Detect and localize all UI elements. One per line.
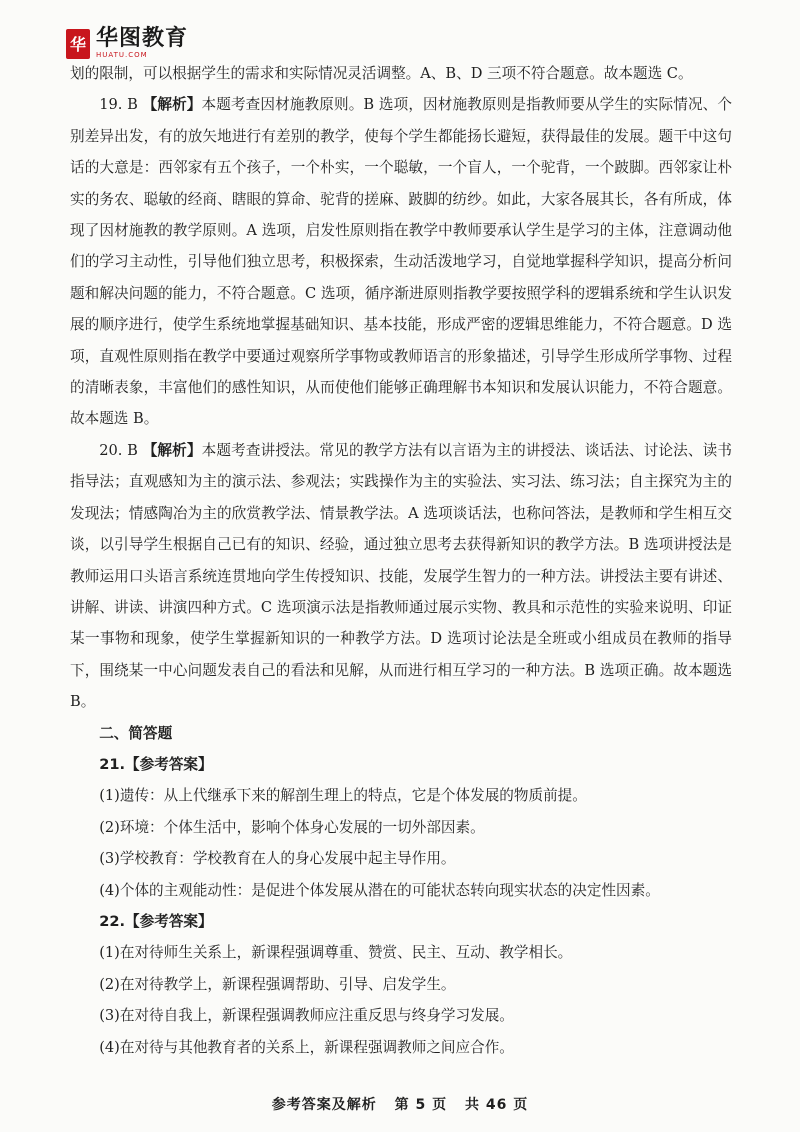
q21-heading: 21.【参考答案】 bbox=[99, 755, 213, 773]
q22-item-2: (2)在对待教学上，新课程强调帮助、引导、启发学生。 bbox=[99, 975, 456, 993]
logo-url: HUATU.COM bbox=[96, 51, 148, 59]
q21-item-1: (1)遗传：从上代继承下来的解剖生理上的特点，它是个体发展的物质前提。 bbox=[99, 787, 587, 805]
q19-body: 本题考查因材施教原则。B 选项，因材施教原则是指教师要从学生的实际情况、个别差异出发，有的放矢地进行有差别的教学，使每个学生都能扬长避短，获得最佳的发展。题干中这句话的大意是：西邻家有五个孩子，一个朴实，一个聪敏，一个盲人，一个驼背，一个跛脚。西邻家让朴实的务农、聪敏的经商、瞎眼的算命、驼背的搓麻、跛脚的纺纱。如此，大家各展其长，各有所成，体现了因材施教的教学原则。A 选项，启发性原则指在教学中教师要承认学生是学习的主体，注意调动他们的学习主动性，引导他们独立思考，积极探索，生动活泼地学习，自觉地掌握科学知识，提高分析问题和解决问题的能力，不符合题意。C 选项，循序渐进原则指教学要按照学科的逻辑系统和学生认识发展的顺序进行，使学生系统地掌握基础知识、基本技能，形成严密的逻辑思维能力，不符合题意。D 选项，直观性原则指在教学中要通过观察所学事物或教师语言的形象描述，引导学生形成所学事物、过程的清晰表象，丰富他们的感性知识，从而使他们能够正确理解书本知识和发展认识能力，不符合题意。故本题选 B。 bbox=[70, 96, 732, 428]
footer-total: 共 46 页 bbox=[465, 1097, 529, 1113]
footer-page: 第 5 页 bbox=[394, 1097, 448, 1113]
q22-item-3: (3)在对待自我上，新课程强调教师应注重反思与终身学习发展。 bbox=[99, 1007, 514, 1025]
q21-item-4: (4)个体的主观能动性：是促进个体发展从潜在的可能状态转向现实状态的决定性因素。 bbox=[99, 881, 660, 899]
q22-item-4: (4)在对待与其他教育者的关系上，新课程强调教师之间应合作。 bbox=[99, 1038, 514, 1056]
q21-item-3: (3)学校教育：学校教育在人的身心发展中起主导作用。 bbox=[99, 850, 456, 868]
q19-number: 19. B bbox=[99, 96, 138, 114]
q20-explanation bbox=[70, 435, 732, 718]
q19-explanation bbox=[70, 89, 732, 434]
q22-heading: 22.【参考答案】 bbox=[99, 912, 213, 930]
answer-content bbox=[70, 58, 732, 1063]
q20-tag: 【解析】 bbox=[142, 441, 202, 459]
brand-logo bbox=[66, 28, 188, 59]
q22-item-1: (1)在对待师生关系上，新课程强调尊重、赞赏、民主、互动、教学相长。 bbox=[99, 944, 573, 962]
q21-item-2: (2)环境：个体生活中，影响个体身心发展的一切外部因素。 bbox=[99, 818, 485, 836]
footer-label: 参考答案及解析 bbox=[271, 1097, 377, 1113]
logo-name: 华图教育 bbox=[96, 26, 189, 51]
logo-mark-icon: 华 bbox=[66, 29, 90, 59]
continuation-paragraph: 划的限制，可以根据学生的需求和实际情况灵活调整。A、B、D 三项不符合题意。故本题选 C。 bbox=[70, 65, 693, 82]
q20-number: 20. B bbox=[99, 441, 138, 459]
page-footer bbox=[0, 1094, 800, 1114]
q19-tag: 【解析】 bbox=[142, 96, 202, 114]
q20-body: 本题考查讲授法。常见的教学方法有以言语为主的讲授法、谈话法、讨论法、读书指导法；直观感知为主的演示法、参观法；实践操作为主的实验法、实习法、练习法；自主探究为主的发现法；情感陶冶为主的欣赏教学法、情景教学法。A 选项谈话法，也称问答法，是教师和学生相互交谈，以引导学生根据自己已有的知识、经验，通过独立思考去获得新知识的教学方法。B 选项讲授法是教师运用口头语言系统连贯地向学生传授知识、技能，发展学生智力的一种方法。讲授法主要有讲述、讲解、讲读、讲演四种方式。C 选项演示法是指教师通过展示实物、教具和示范性的实验来说明、印证某一事物和现象，使学生掌握新知识的一种教学方法。D 选项讨论法是全班或小组成员在教师的指导下，围绕某一中心问题发表自己的看法和见解，从而进行相互学习的一种方法。B 选项正确。故本题选 B。 bbox=[70, 441, 732, 711]
section-title: 二、简答题 bbox=[99, 724, 173, 742]
